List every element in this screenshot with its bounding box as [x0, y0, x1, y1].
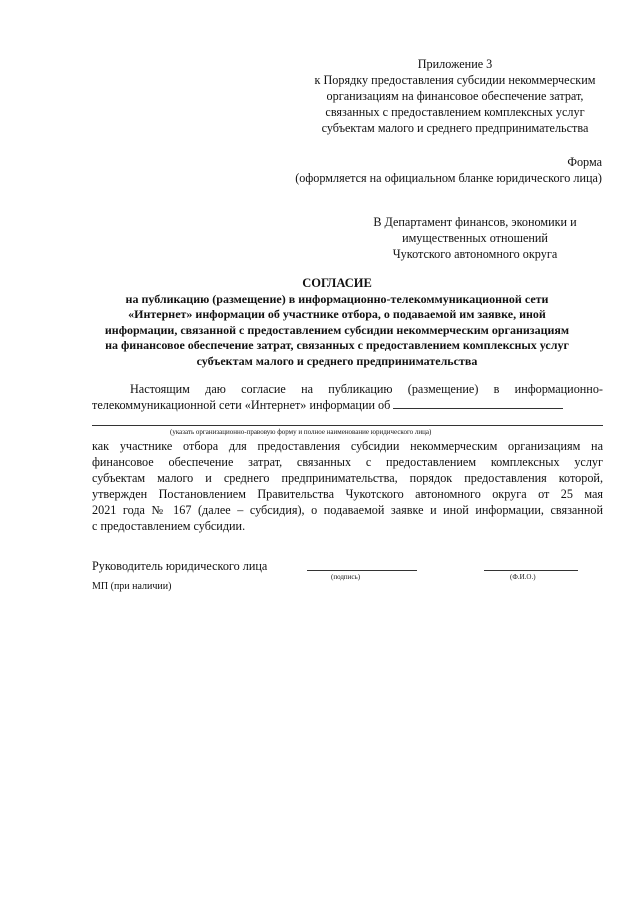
signature-hint: (подпись) — [331, 573, 361, 581]
seal-note: МП (при наличии) — [92, 581, 172, 592]
addressee-line: В Департамент финансов, экономики и — [373, 215, 577, 229]
addressee-block — [330, 214, 620, 262]
body-line: 2021 года № 167 (далее – субсидия), о подаваемой заявке и иной информации, связанной — [92, 503, 603, 517]
appendix-line: субъектам малого и среднего предпринимательства — [321, 121, 589, 135]
appendix-line: организациям на финансовое обеспечение затрат, — [326, 89, 584, 103]
appendix-line: к Порядку предоставления субсидии некоммерческим — [314, 73, 596, 87]
body-line: субъектам малого и среднего предпринимательства, порядок предоставления которой, — [92, 471, 603, 485]
title-line: на финансовое обеспечение затрат, связанных с предоставлением комплексных услуг — [105, 338, 569, 352]
body-line: финансовое обеспечение затрат, связанных с предоставлением комплексных услуг — [92, 455, 603, 469]
org-name-hint: (указать организационно-правовую форму и полное наименование юридического лица) — [170, 428, 432, 436]
document-title-block — [70, 276, 604, 369]
document-title: СОГЛАСИЕ — [302, 276, 372, 290]
title-line: «Интернет» информации об участнике отбора, о подаваемой им заявке, иной — [128, 307, 546, 321]
form-note: (оформляется на официальном бланке юридического лица) — [295, 171, 602, 185]
body-line: как участнике отбора для предоставления субсидии некоммерческим организациям на — [92, 439, 603, 453]
title-line: субъектам малого и среднего предпринимательства — [196, 353, 478, 368]
addressee-line: имущественных отношений — [402, 231, 548, 245]
signer-label: Руководитель юридического лица — [92, 559, 268, 573]
signature-field[interactable] — [307, 570, 417, 571]
appendix-number: Приложение 3 — [417, 57, 493, 71]
full-name-field[interactable] — [484, 570, 578, 571]
body-line: утвержден Постановлением Правительства Чукотского автономного округа от 25 мая — [92, 487, 603, 501]
form-label: Форма — [567, 155, 602, 169]
consent-line: телекоммуникационной сети «Интернет» информации об — [92, 398, 391, 412]
org-name-line-field[interactable] — [92, 425, 603, 426]
body-line: с предоставлением субсидии. — [92, 519, 246, 533]
title-line: на публикацию (размещение) в информационно-телекоммуникационной сети — [125, 291, 549, 306]
addressee-line: Чукотского автономного округа — [392, 247, 558, 261]
title-line: информации, связанной с предоставлением субсидии некоммерческим организациям — [104, 322, 570, 337]
consent-body — [92, 438, 603, 534]
appendix-line: связанных с предоставлением комплексных услуг — [325, 105, 585, 119]
consent-line: Настоящим даю согласие на публикацию (размещение) в информационно- — [130, 382, 603, 396]
consent-line-with-blank — [92, 397, 603, 413]
consent-intro — [92, 381, 603, 413]
org-name-field[interactable] — [393, 397, 563, 409]
full-name-hint: (Ф.И.О.) — [510, 573, 536, 581]
appendix-header — [250, 56, 640, 136]
